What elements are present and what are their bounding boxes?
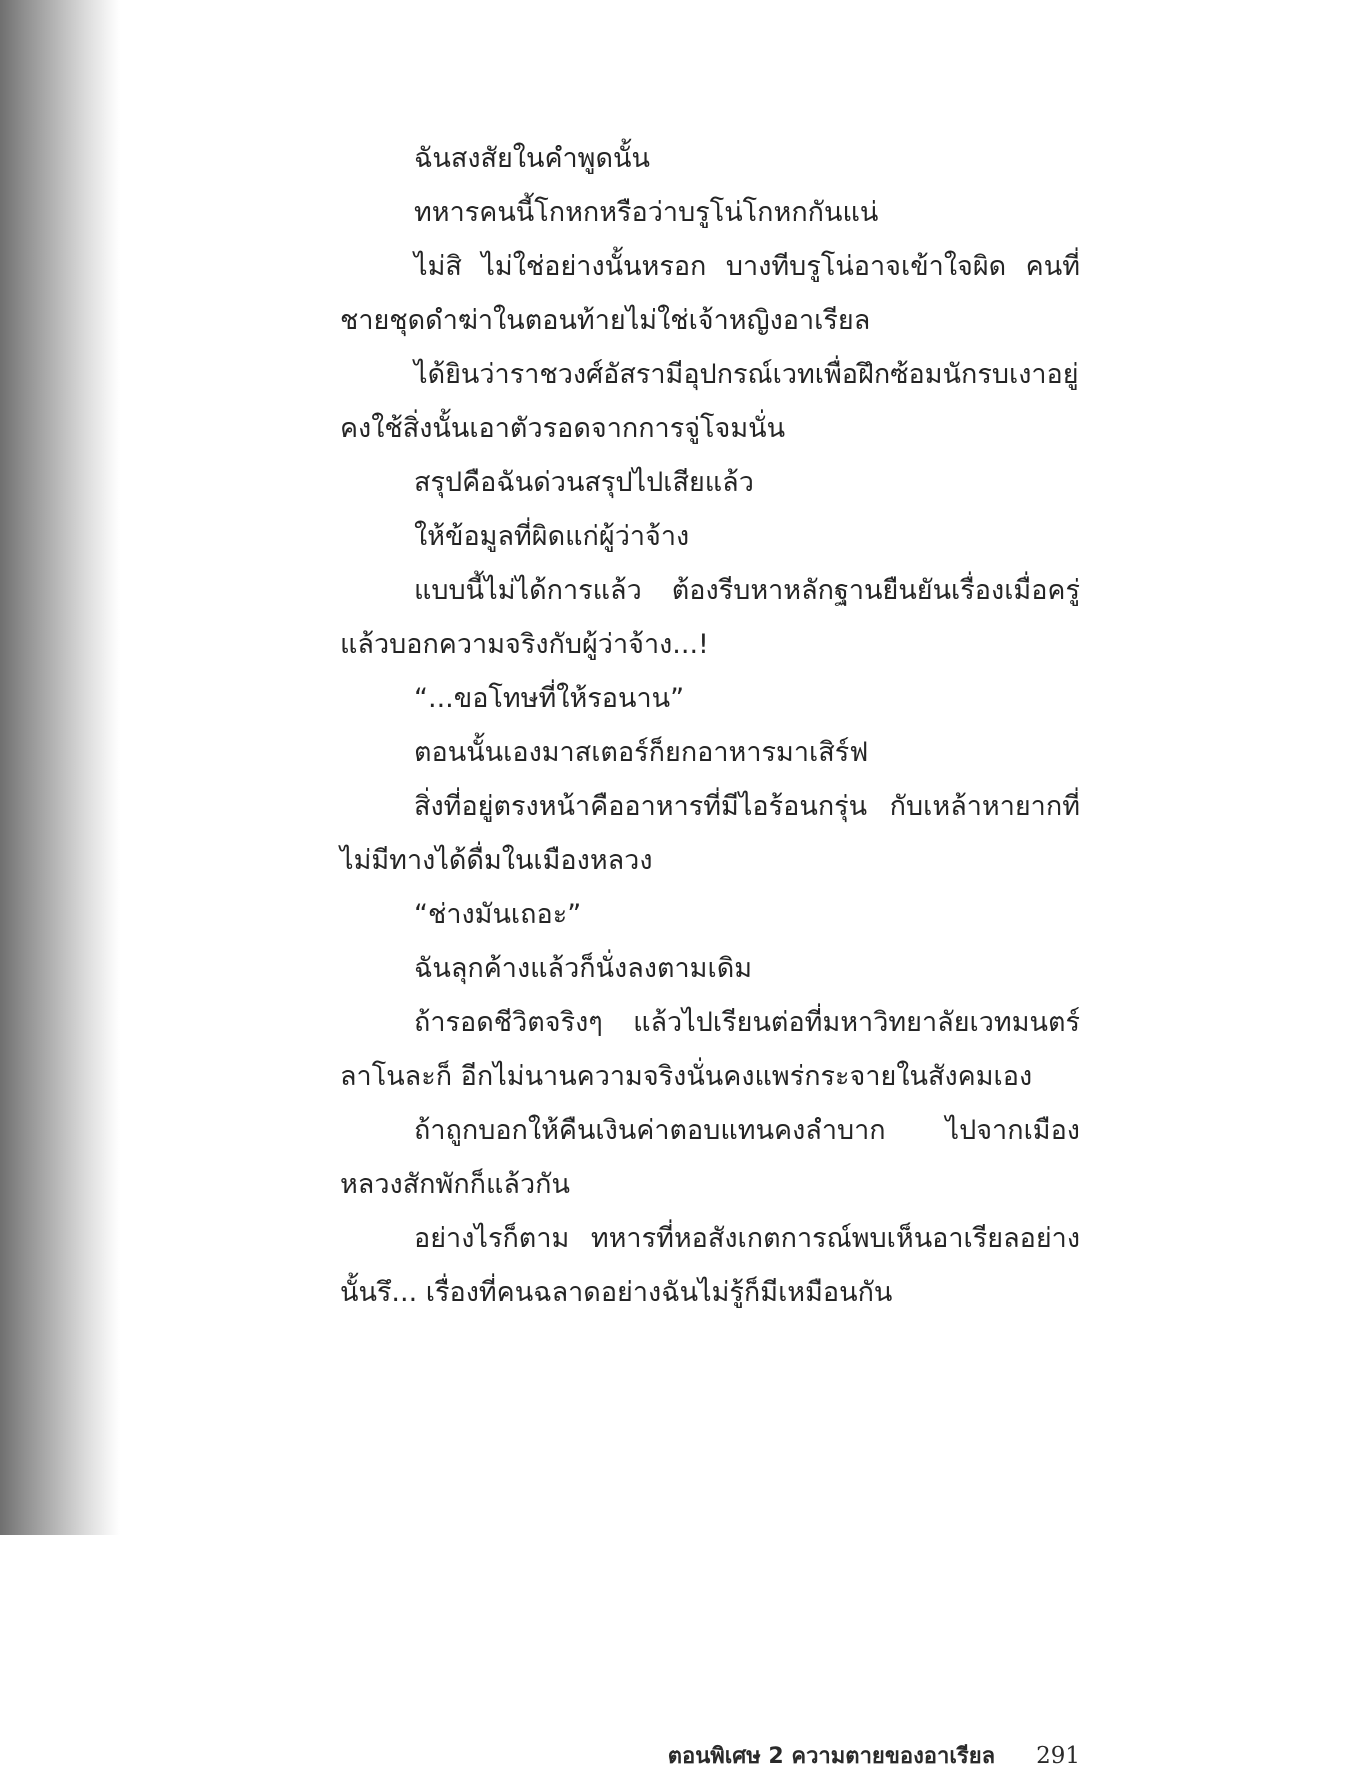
paragraph: ฉันสงสัยในคำพูดนั้น: [414, 143, 650, 174]
book-spine-shadow: [0, 0, 120, 1535]
paragraph: ถ้ารอดชีวิตจริงๆ แล้วไปเรียนต่อที่มหาวิทยาลัยเวทมนตร์ลาโนละก็ อีกไม่นานความจริงนั่นคงแพร่กระจายในสังคมเอง: [340, 1007, 1080, 1092]
paragraph: ได้ยินว่าราชวงศ์อัสรามีอุปกรณ์เวทเพื่อฝึกซ้อมนักรบเงาอยู่ คงใช้สิ่งนั้นเอาตัวรอดจากการจู่โจมนั่น: [340, 359, 1079, 444]
page-footer: [668, 1738, 1080, 1773]
paragraph: ไม่สิ ไม่ใช่อย่างนั้นหรอก บางทีบรูโน่อาจเข้าใจผิด คนที่ชายชุดดำฆ่าในตอนท้ายไม่ใช่เจ้าหญิงอาเรียล: [340, 251, 1080, 336]
paragraph: ทหารคนนี้โกหกหรือว่าบรูโน่โกหกกันแน่: [414, 197, 879, 228]
paragraph: “...ขอโทษที่ให้รอนาน”: [414, 683, 685, 714]
paragraph: สรุปคือฉันด่วนสรุปไปเสียแล้ว: [414, 467, 754, 498]
paragraph: ถ้าถูกบอกให้คืนเงินค่าตอบแทนคงลำบาก ไปจากเมืองหลวงสักพักก็แล้วกัน: [340, 1115, 1080, 1200]
paragraph: อย่างไรก็ตาม ทหารที่หอสังเกตการณ์พบเห็นอาเรียลอย่างนั้นรึ... เรื่องที่คนฉลาดอย่างฉันไม่รู้ก็มีเหมือนกัน: [340, 1223, 1080, 1308]
paragraph: สิ่งที่อยู่ตรงหน้าคืออาหารที่มีไอร้อนกรุ่น กับเหล้าหายากที่ไม่มีทางได้ดื่มในเมืองหลวง: [340, 791, 1080, 876]
paragraph: แบบนี้ไม่ได้การแล้ว ต้องรีบหาหลักฐานยืนยันเรื่องเมื่อครู่แล้วบอกความจริงกับผู้ว่าจ้าง...!: [340, 575, 1080, 660]
paragraph: ฉันลุกค้างแล้วก็นั่งลงตามเดิม: [414, 953, 753, 984]
paragraph: “ช่างมันเถอะ”: [414, 899, 582, 930]
running-head: ตอนพิเศษ 2 ความตายของอาเรียล: [667, 1744, 996, 1769]
body-text: [340, 132, 1080, 1320]
page-number: 291: [1036, 1743, 1080, 1769]
paragraph: ตอนนั้นเองมาสเตอร์ก็ยกอาหารมาเสิร์ฟ: [414, 737, 869, 768]
paragraph: ให้ข้อมูลที่ผิดแก่ผู้ว่าจ้าง: [414, 521, 690, 552]
